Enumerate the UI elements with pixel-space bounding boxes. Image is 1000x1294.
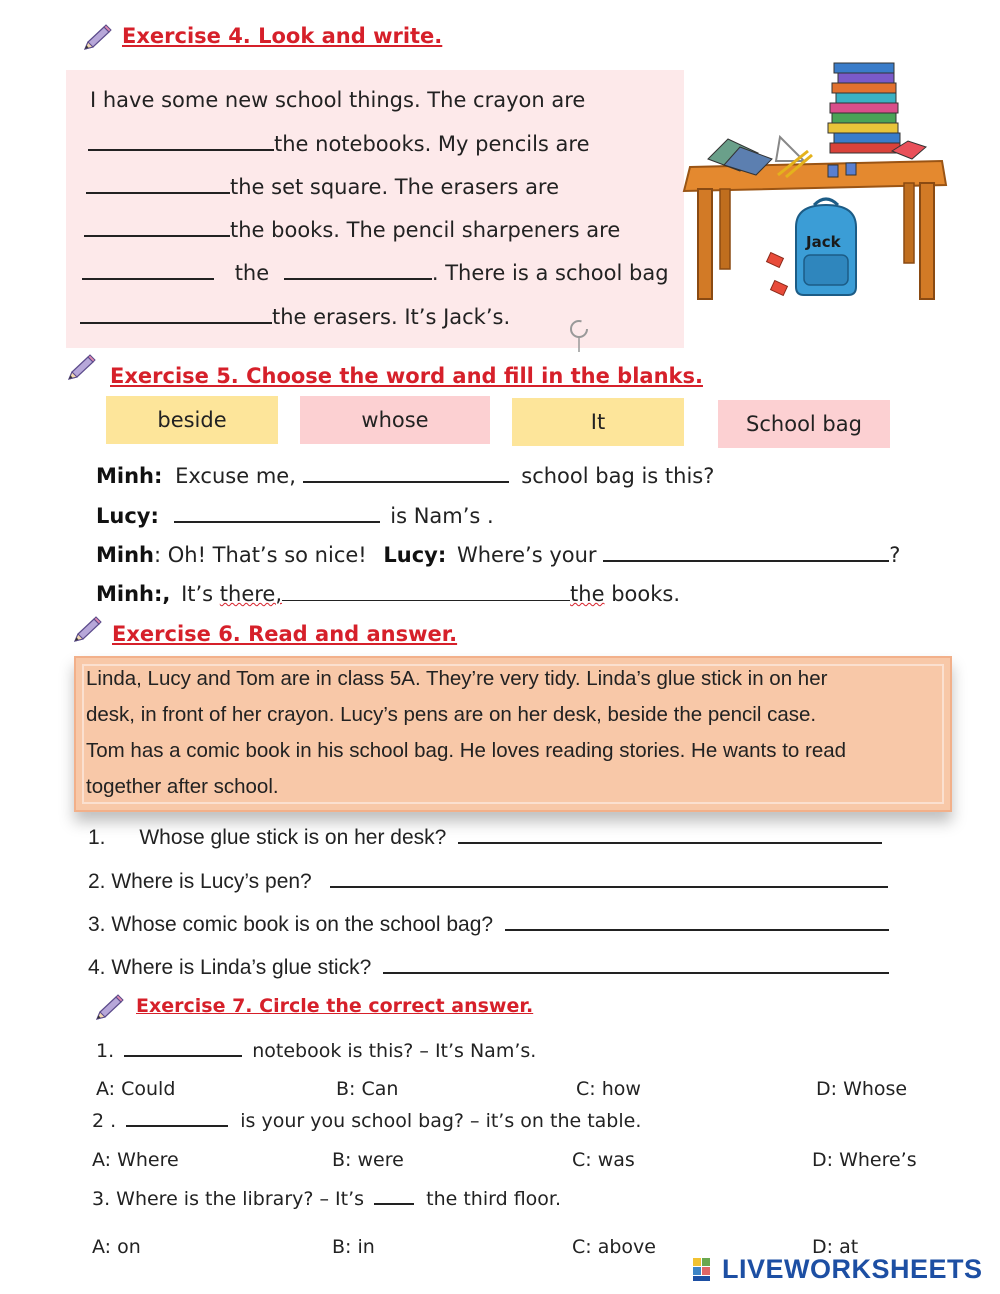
question-3: 3. Whose comic book is on the school bag? <box>88 913 889 937</box>
answer-blank[interactable] <box>88 131 274 151</box>
word-box-it[interactable]: It <box>512 398 684 446</box>
option-b[interactable]: B: Can <box>336 1078 399 1100</box>
ex4-line-2: the notebooks. My pencils are <box>88 131 590 156</box>
dialogue-line-1: Minh: Excuse me, school bag is this? <box>96 464 715 488</box>
passage-line: Tom has a comic book in his school bag. He loves reading stories. He wants to read <box>86 739 847 762</box>
liveworksheets-logo[interactable]: LIVEWORKSHEETS <box>692 1252 983 1286</box>
word-box-beside[interactable]: beside <box>106 396 278 444</box>
bag-label: Jack <box>806 233 841 251</box>
answer-blank[interactable] <box>124 1041 242 1057</box>
answer-blank[interactable] <box>505 913 889 931</box>
answer-blank[interactable] <box>303 465 509 483</box>
answer-blank[interactable] <box>374 1189 414 1205</box>
option-b[interactable]: B: in <box>332 1236 375 1258</box>
option-d[interactable]: D: Where’s <box>812 1149 917 1171</box>
answer-blank[interactable] <box>383 956 889 974</box>
dialogue-line-3: Minh: Oh! That’s so nice! Lucy: Where’s your ? <box>96 543 901 567</box>
option-a[interactable]: A: Where <box>92 1149 179 1171</box>
answer-blank[interactable] <box>86 174 230 194</box>
desk-illustration <box>680 55 950 305</box>
pencil-icon <box>72 616 102 644</box>
answer-blank[interactable] <box>84 217 230 237</box>
dialogue-line-2: Lucy: is Nam’s . <box>96 504 494 528</box>
option-c[interactable]: C: how <box>576 1078 641 1100</box>
exercise-4-title: Exercise 4. Look and write. <box>122 24 443 48</box>
loading-icon <box>566 316 594 354</box>
question-1: 1. Whose glue stick is on her desk? <box>88 826 882 850</box>
exercise-6-title: Exercise 6. Read and answer. <box>112 622 458 646</box>
passage-line: desk, in front of her crayon. Lucy’s pens are on her desk, beside the pencil case. <box>86 703 817 726</box>
option-a[interactable]: A: on <box>92 1236 141 1258</box>
passage-line: Linda, Lucy and Tom are in class 5A. They’re very tidy. Linda’s glue stick in on her <box>86 667 828 690</box>
passage-line: together after school. <box>86 775 279 798</box>
option-c[interactable]: C: was <box>572 1149 635 1171</box>
question-2: 2. Where is Lucy’s pen? <box>88 870 888 894</box>
answer-blank[interactable] <box>330 870 888 888</box>
option-d[interactable]: D: Whose <box>816 1078 908 1100</box>
pencil-icon <box>94 994 124 1022</box>
exercise-5-title: Exercise 5. Choose the word and fill in the blanks. <box>110 364 703 388</box>
word-box-school-bag[interactable]: School bag <box>718 400 890 448</box>
ex7-question-1: 1. notebook is this? – It’s Nam’s. <box>96 1040 537 1062</box>
pencil-icon <box>82 24 112 52</box>
ex4-line-6: the erasers. It’s Jack’s. <box>80 304 510 329</box>
answer-blank[interactable] <box>282 584 570 601</box>
answer-blank[interactable] <box>80 304 272 324</box>
word-box-whose[interactable]: whose <box>300 396 490 444</box>
logo-icon <box>692 1255 720 1283</box>
answer-blank[interactable] <box>126 1111 228 1127</box>
answer-blank[interactable] <box>458 826 882 844</box>
option-a[interactable]: A: Could <box>96 1078 176 1100</box>
ex7-question-2: 2 . is your you school bag? – it’s on the table. <box>92 1110 642 1132</box>
question-4: 4. Where is Linda’s glue stick? <box>88 956 889 980</box>
option-b[interactable]: B: were <box>332 1149 404 1171</box>
ex4-line-1: I have some new school things. The crayon are <box>90 88 586 112</box>
dialogue-line-4: Minh:, It’s there, the books. <box>96 582 680 606</box>
answer-blank[interactable] <box>603 544 889 562</box>
answer-blank[interactable] <box>284 260 432 280</box>
ex4-line-3: the set square. The erasers are <box>86 174 559 199</box>
option-d[interactable]: D: at <box>812 1236 859 1258</box>
exercise-7-title: Exercise 7. Circle the correct answer. <box>136 995 534 1017</box>
option-c[interactable]: C: above <box>572 1236 656 1258</box>
ex4-line-4: the books. The pencil sharpeners are <box>84 217 620 242</box>
answer-blank[interactable] <box>82 260 214 280</box>
pencil-icon <box>66 354 96 382</box>
answer-blank[interactable] <box>174 505 380 523</box>
ex7-question-3: 3. Where is the library? – It’s the third floor. <box>92 1188 562 1210</box>
ex4-line-5: the . There is a school bag <box>82 260 669 285</box>
